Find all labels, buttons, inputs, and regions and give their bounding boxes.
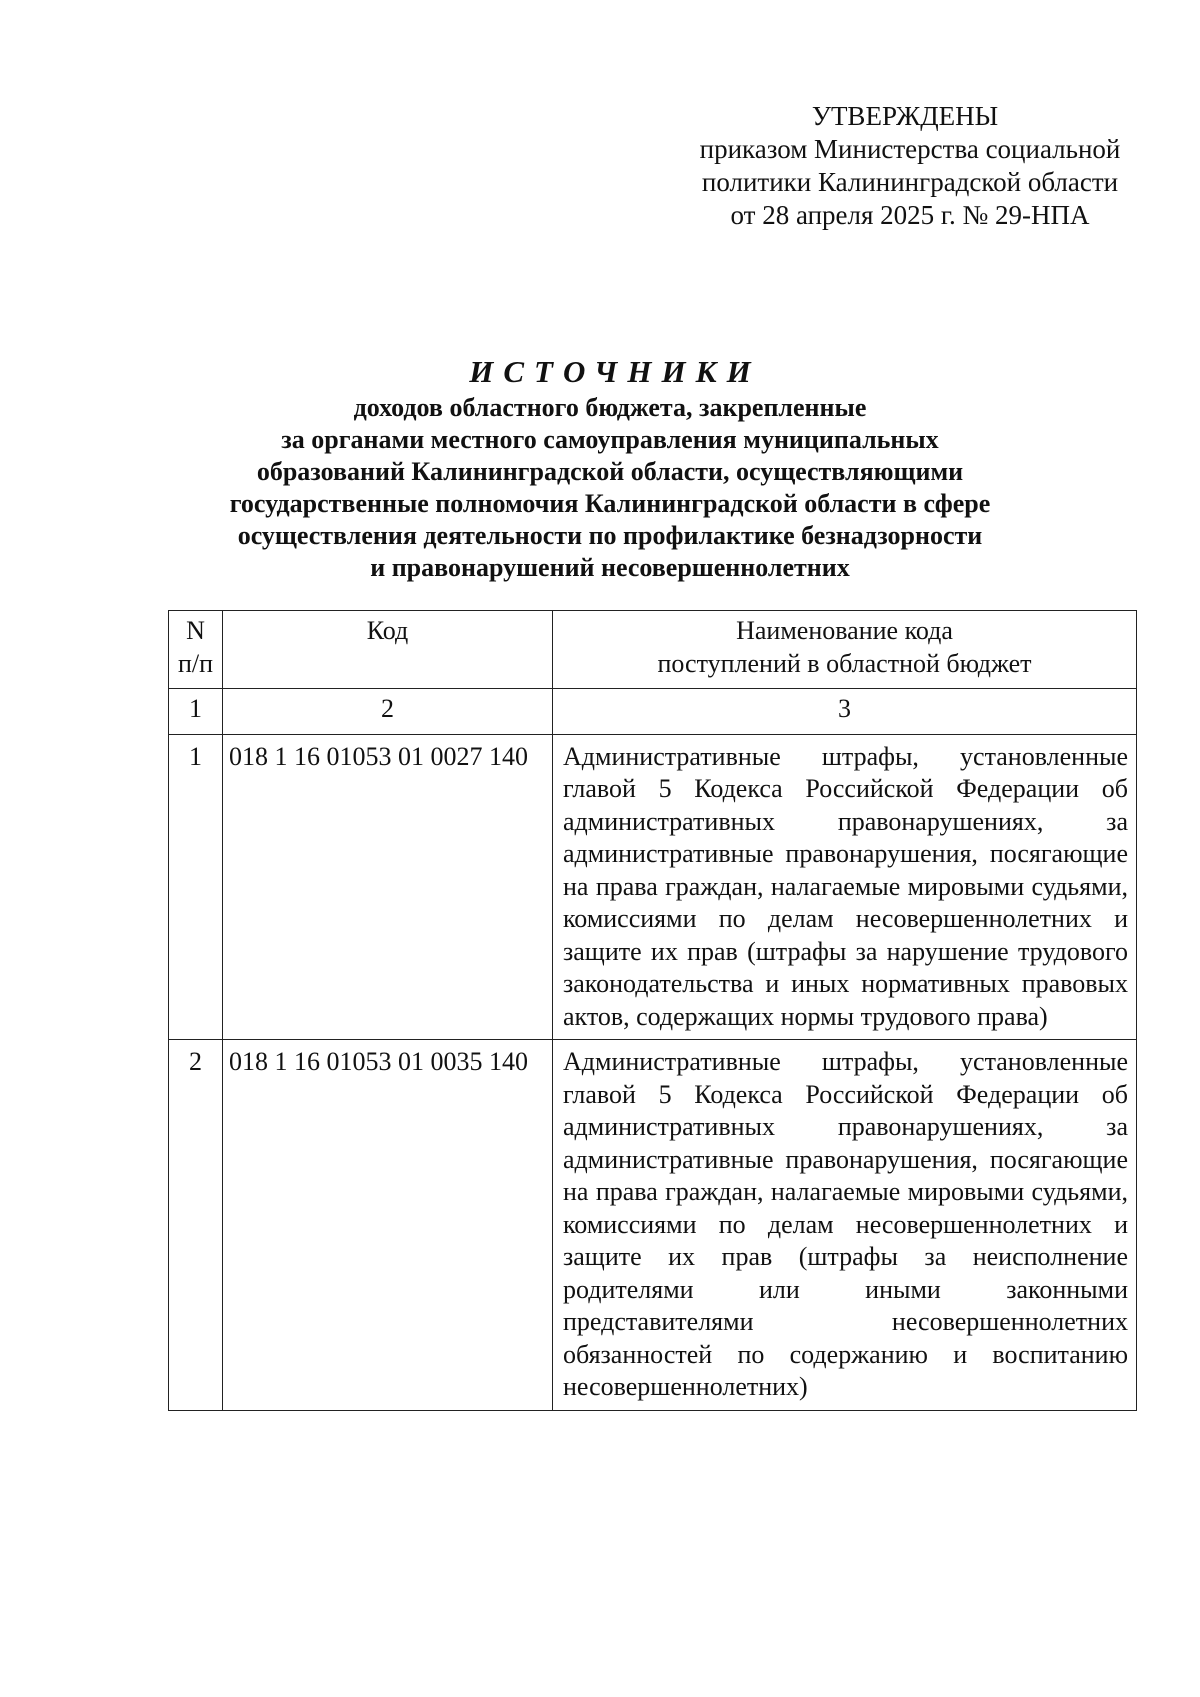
table-row xyxy=(169,734,1137,1040)
document-heading xyxy=(170,352,1050,584)
sources-table xyxy=(168,610,1137,1411)
row-number: 2 xyxy=(169,1040,223,1411)
header-code xyxy=(223,611,553,689)
header-code-label: Код xyxy=(366,616,409,645)
header-number-line1: N xyxy=(186,616,205,645)
approval-ministry-line: политики Калининградской области xyxy=(701,167,1119,197)
row-code: 018 1 16 01053 01 0035 140 xyxy=(223,1040,553,1411)
row-name: Административные штрафы, установленные главой 5 Кодекса Российской Федерации об административных правонарушениях, за административные правонарушения, посягающие на права граждан, налагаемые мировыми судьями, комиссиями по делам несовершеннолетних и защите их прав (штрафы за неисполнение родителями или иными законными представителями несовершеннолетних обязанностей по содержанию и воспитанию несовершеннолетних) xyxy=(553,1040,1137,1411)
approval-order-line: приказом Министерства социальной xyxy=(699,134,1121,164)
row-code: 018 1 16 01053 01 0027 140 xyxy=(223,734,553,1040)
header-name-line1: Наименование кода xyxy=(736,616,953,645)
document-subtitle-line: и правонарушений несовершеннолетних xyxy=(370,553,850,582)
column-number-row xyxy=(169,689,1137,735)
approval-block xyxy=(690,100,1130,232)
document-subtitle-line: за органами местного самоуправления муниципальных xyxy=(281,425,939,454)
header-name-line2: поступлений в областной бюджет xyxy=(657,648,1032,678)
header-number xyxy=(169,611,223,689)
column-number-cell: 3 xyxy=(553,689,1137,735)
header-number-line2: п/п xyxy=(177,648,214,678)
approval-date-line: от 28 апреля 2025 г. № 29-НПА xyxy=(730,200,1090,230)
document-title: ИСТОЧНИКИ xyxy=(469,354,761,389)
header-name xyxy=(553,611,1137,689)
approval-title: УТВЕРЖДЕНЫ xyxy=(811,101,999,131)
column-number-cell: 1 xyxy=(169,689,223,735)
table-row xyxy=(169,1040,1137,1411)
column-number-cell: 2 xyxy=(223,689,553,735)
document-subtitle-line: образований Калининградской области, осуществляющими xyxy=(256,457,964,486)
row-number: 1 xyxy=(169,734,223,1040)
document-subtitle-line: государственные полномочия Калининградской области в сфере xyxy=(229,489,991,518)
document-subtitle-line: осуществления деятельности по профилактике безнадзорности xyxy=(237,521,983,550)
document-subtitle-line: доходов областного бюджета, закрепленные xyxy=(353,393,867,422)
row-name: Административные штрафы, установленные главой 5 Кодекса Российской Федерации об административных правонарушениях, за административные правонарушения, посягающие на права граждан, налагаемые мировыми судьями, комиссиями по делам несовершеннолетних и защите их прав (штрафы за нарушение трудового законодательства и иных нормативных правовых актов, содержащих нормы трудового права) xyxy=(553,734,1137,1040)
table-header-row xyxy=(169,611,1137,689)
